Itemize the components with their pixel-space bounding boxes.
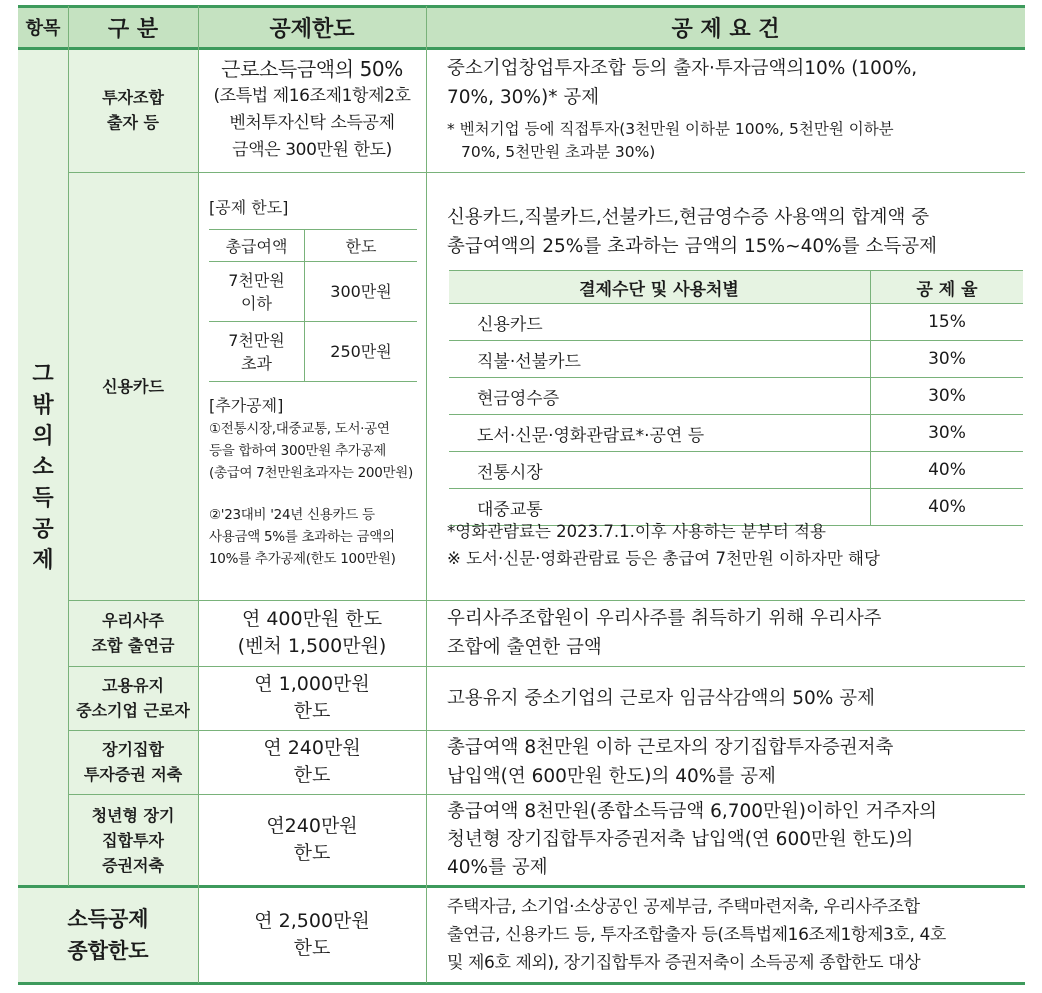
note-invest: * 벤처기업 등에 직접투자(3천만원 이하분 100%, 5천만원 이하분 70%, 5천만원 초과분 30%) bbox=[447, 120, 894, 161]
limit-employment: 연 1,000만원 한도 bbox=[254, 673, 370, 722]
limit-head-limit: 한도 bbox=[305, 230, 418, 262]
req-youth: 총급여액 8천만원(종합소득금액 6,700만원)이하인 거주자의 청년형 장기집합투자증권저축 납입액(연 600만원 한도)의 40%를 공제 bbox=[447, 801, 937, 878]
total-top-border bbox=[18, 885, 1025, 888]
card-note2: ※ 도서·신문·영화관람료 등은 총급여 7천만원 이하자만 해당 bbox=[447, 549, 880, 568]
req-total: 주택자금, 소기업·소상공인 공제부금, 주택마련저축, 우리사주조합 출연금, 신용카드 등, 투자조합출자 등(조특법제16조제1항제3호, 4호 및 제6호 제외), 장기집합투자 증권저축이 소득공제 종합한도 대상 bbox=[447, 896, 946, 973]
limit-longterm: 연 240만원 한도 bbox=[263, 737, 361, 786]
table-row: 직불·선불카드 30% bbox=[449, 341, 1023, 378]
req-longterm: 총급여액 8천만원 이하 근로자의 장기집합투자증권저축 납입액(연 600만원 한도)의 40%를 공제 bbox=[447, 737, 894, 787]
req-card: 신용카드,직불카드,선불카드,현금영수증 사용액의 합계액 중 총급여액의 25%를 초과하는 금액의 15%∼40%를 소득공제 bbox=[447, 207, 937, 257]
header-bottom-border bbox=[18, 47, 1025, 50]
label-esop: 우리사주 조합 출연금 bbox=[91, 611, 175, 655]
label-longterm: 장기집합 투자증권 저축 bbox=[83, 740, 183, 784]
rate-head-method: 결제수단 및 사용처별 bbox=[449, 271, 871, 304]
header-requirements: 공 제 요 건 bbox=[671, 16, 780, 42]
card-note1: *영화관람료는 2023.7.1.이후 사용하는 분부터 적용 bbox=[447, 522, 826, 541]
limit-total: 연 2,500만원 한도 bbox=[254, 909, 370, 959]
label-invest: 투자조합 출자 등 bbox=[102, 88, 164, 132]
col-divider bbox=[198, 6, 199, 983]
header-item: 항목 bbox=[25, 18, 61, 39]
limit-head-salary: 총급여액 bbox=[209, 230, 305, 262]
limit-youth: 연240만원 한도 bbox=[266, 815, 358, 864]
label-youth: 청년형 장기 집합투자 증권저축 bbox=[91, 805, 175, 875]
req-invest: 중소기업창업투자조합 등의 출자·투자금액의10% (100%, 70%, 30%)* 공제 bbox=[447, 58, 918, 108]
table-row: 도서·신문·영화관람료*·공연 등 30% bbox=[449, 415, 1023, 452]
table-row: 대중교통 40% bbox=[449, 489, 1023, 526]
bottom-border bbox=[18, 982, 1025, 985]
card-rate-table bbox=[449, 270, 1023, 526]
side-title: 그 밖 의 소 득 공 제 bbox=[32, 361, 54, 573]
card-limit-title: [공제 한도] bbox=[209, 198, 289, 217]
header-limit: 공제한도 bbox=[269, 16, 355, 42]
row-divider bbox=[68, 666, 1025, 667]
row-divider bbox=[68, 730, 1025, 731]
card-extra1: ①전통시장,대중교통, 도서·공연 등을 합하여 300만원 추가공제 (총급여 7천만원초과자는 200만원) bbox=[209, 421, 413, 481]
header-category: 구 분 bbox=[107, 16, 159, 42]
table-row: 신용카드 15% bbox=[449, 304, 1023, 341]
label-employment: 고용유지 중소기업 근로자 bbox=[76, 676, 190, 720]
row-divider bbox=[68, 600, 1025, 601]
row-divider bbox=[68, 794, 1025, 795]
col-divider bbox=[68, 6, 69, 886]
card-limit-table: 총급여액 한도 7천만원 이하 300만원 7천만원 초과 250만원 bbox=[209, 229, 417, 382]
card-extra2: ②'23대비 '24년 신용카드 등 사용금액 5%를 초과하는 금액의 10%를 추가공제(한도 100만원) bbox=[209, 507, 396, 567]
limit-esop: 연 400만원 한도 (벤처 1,500만원) bbox=[237, 608, 387, 657]
rate-head-rate: 공 제 율 bbox=[871, 271, 1024, 304]
card-extra-title: [추가공제] bbox=[209, 396, 284, 415]
limit-invest: 근로소득금액의 50% (조특법 제16조제1항제2호 벤처투자신탁 소득공제 금액은 300만원 한도) bbox=[213, 57, 411, 160]
table-row: 전통시장 40% bbox=[449, 452, 1023, 489]
label-card: 신용카드 bbox=[102, 376, 164, 396]
label-total: 소득공제 종합한도 bbox=[67, 906, 149, 963]
row-divider bbox=[68, 172, 1025, 173]
req-employment: 고용유지 중소기업의 근로자 임금삭감액의 50% 공제 bbox=[447, 687, 875, 709]
table-row: 현금영수증 30% bbox=[449, 378, 1023, 415]
top-border bbox=[18, 5, 1025, 8]
req-esop: 우리사주조합원이 우리사주를 취득하기 위해 우리사주 조합에 출연한 금액 bbox=[447, 608, 882, 658]
col-divider bbox=[426, 6, 427, 983]
